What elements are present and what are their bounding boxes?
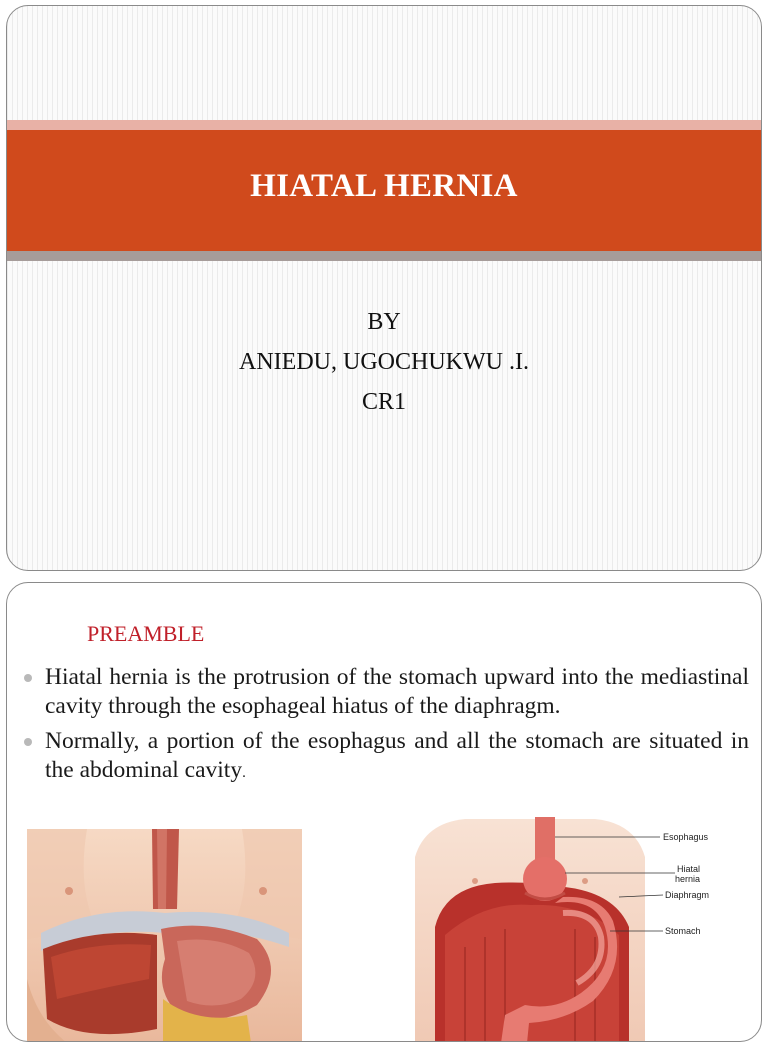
bullet-item: [21, 727, 749, 788]
bullet-list: [21, 663, 749, 794]
bullet-item: [21, 663, 749, 721]
label-stomach: Stomach: [665, 926, 701, 936]
label-hiatal: Hiatal: [677, 864, 701, 874]
bullet-dot-icon: [24, 674, 32, 682]
torso-anatomy-image: [27, 829, 302, 1042]
slide-title: HIATAL HERNIA: [250, 168, 518, 204]
title-band-bottom-stripe: [7, 251, 761, 261]
label-diaphragm: Diaphragm: [665, 890, 710, 900]
byline: [7, 302, 761, 422]
hiatal-hernia-diagram: [405, 817, 723, 1042]
preamble-heading: PREAMBLE: [87, 621, 205, 646]
title-band-top-stripe: [7, 120, 761, 130]
bullet-text: Hiatal hernia is the protrusion of the stomach upward into the mediastinal cavity through the esophageal hiatus of the diaphragm.: [45, 664, 749, 719]
label-hernia: hernia: [675, 874, 701, 884]
by-label: BY: [367, 309, 401, 335]
bullet-tail: .: [242, 765, 246, 781]
title-slide: [6, 5, 762, 571]
preamble-slide: [6, 582, 762, 1042]
author-role: CR1: [361, 389, 406, 415]
label-esophagus: Esophagus: [663, 832, 709, 842]
author-name: ANIEDU, UGOCHUKWU .I.: [239, 349, 529, 375]
bullet-text: Normally, a portion of the esophagus and all the stomach are situated in the abdominal cavity: [45, 728, 749, 783]
bullet-dot-icon: [24, 738, 32, 746]
